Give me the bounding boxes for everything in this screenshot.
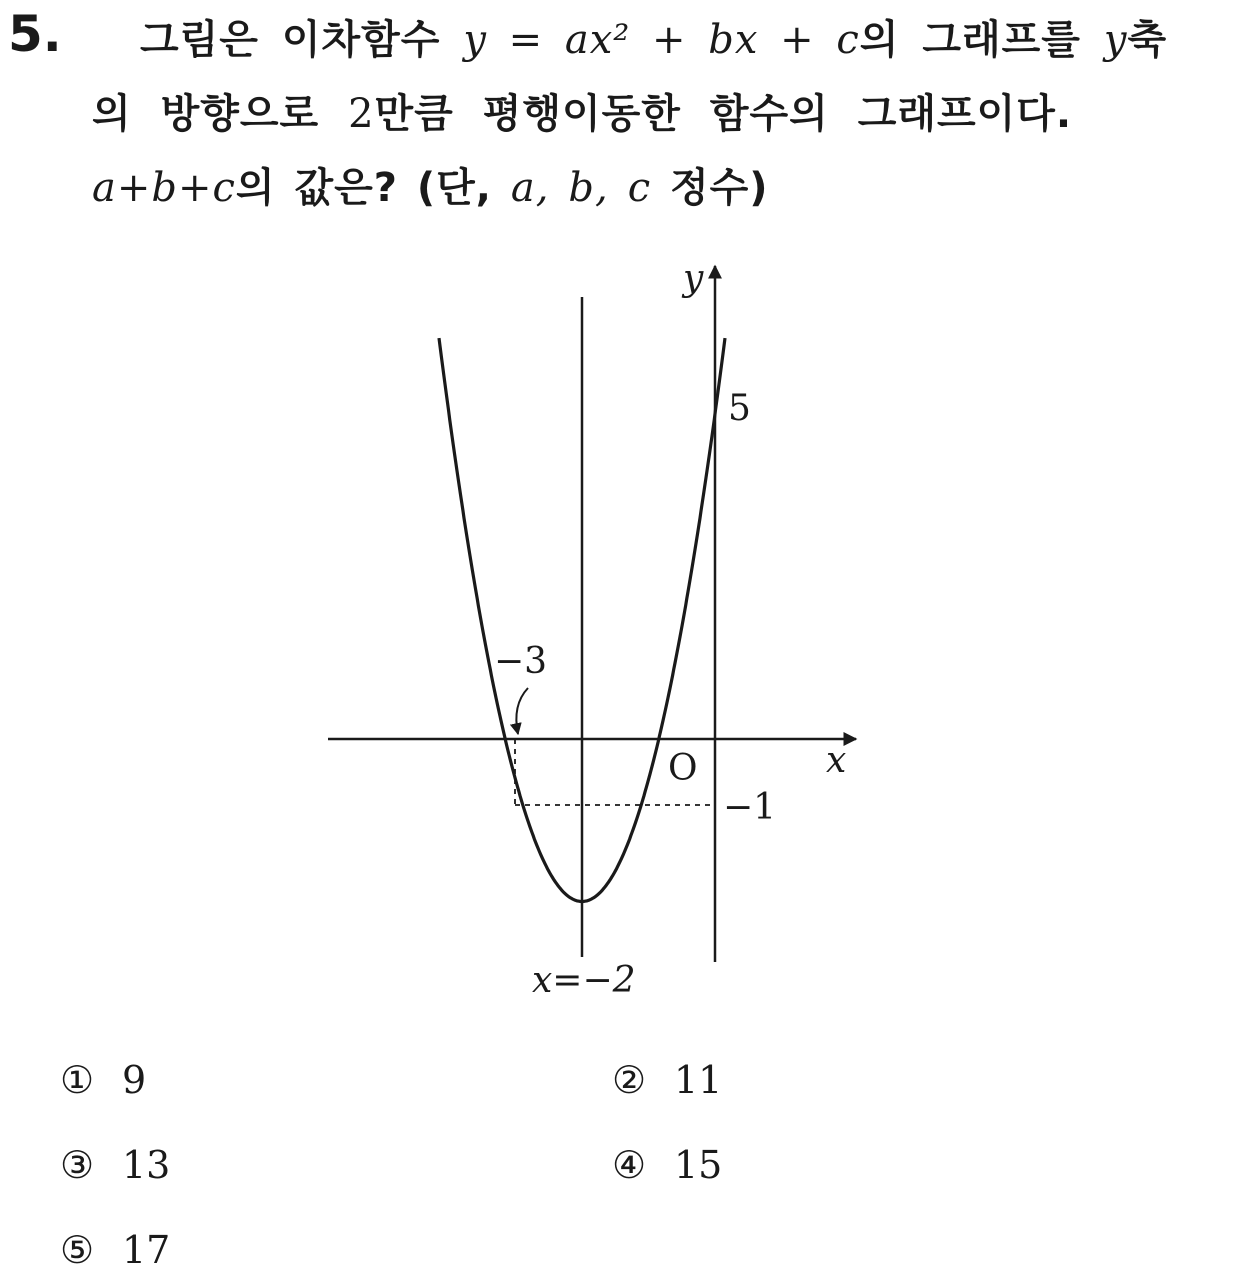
- origin-label: O: [668, 748, 698, 789]
- choice-marker: ⑤: [60, 1228, 95, 1272]
- pointer-arrow: [516, 688, 528, 734]
- choice-value: 9: [122, 1058, 147, 1102]
- question-text: 의 방향으로: [92, 91, 320, 137]
- question-text: 의 그래프를: [859, 17, 1081, 63]
- choice-marker: ①: [60, 1058, 95, 1102]
- question-number: 5.: [8, 5, 62, 63]
- choice-value: 17: [122, 1228, 171, 1272]
- choice-marker: ④: [612, 1143, 647, 1187]
- answer-choice-2[interactable]: [612, 1057, 722, 1103]
- answer-choice-4[interactable]: [612, 1142, 722, 1188]
- choice-value: 11: [674, 1058, 723, 1102]
- question-text: 정수): [670, 165, 769, 211]
- axis-of-symmetry-label: x=−2: [532, 960, 636, 1001]
- choice-marker: ③: [60, 1143, 95, 1187]
- choice-value: 13: [122, 1143, 171, 1187]
- choice-value: 15: [674, 1143, 723, 1187]
- sum-expression: a+b+c: [92, 165, 236, 211]
- answer-choice-1[interactable]: [60, 1057, 146, 1103]
- axis-label-y: y: [683, 258, 704, 299]
- x-point-label: −3: [494, 641, 548, 682]
- question-text: 만큼 평행이동한 함수의 그래프이다.: [374, 91, 1073, 137]
- question-text: 축: [1127, 17, 1168, 63]
- question-text: 그림은 이차함수: [140, 17, 441, 63]
- choice-marker: ②: [612, 1058, 647, 1102]
- variable-c: c: [627, 165, 652, 211]
- answer-choice-5[interactable]: [60, 1227, 170, 1273]
- variable-a: a,: [510, 165, 550, 211]
- variable-b: b,: [568, 165, 609, 211]
- function-equation: y = ax² + bx + c: [463, 17, 860, 63]
- question-text: 의 값은? (단,: [235, 165, 492, 211]
- y-value-label: −1: [723, 787, 777, 828]
- answer-choice-3[interactable]: [60, 1142, 170, 1188]
- axis-label-x: x: [826, 740, 847, 781]
- variable-y: y: [1103, 17, 1128, 63]
- shift-amount: 2: [348, 91, 375, 137]
- y-intercept-label: 5: [728, 388, 751, 429]
